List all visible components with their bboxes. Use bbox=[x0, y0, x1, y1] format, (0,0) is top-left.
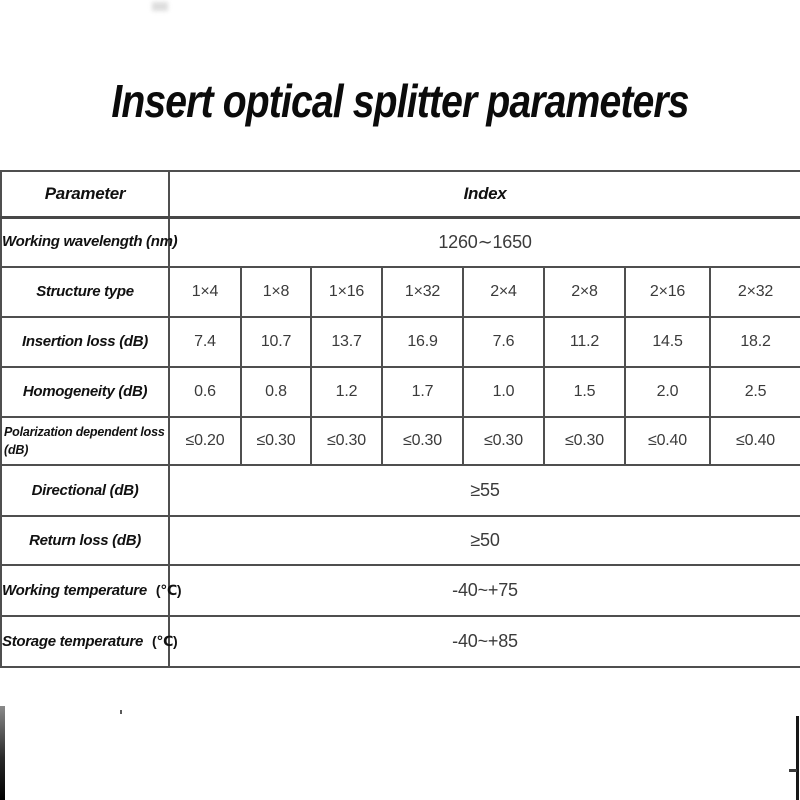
cell-value bbox=[169, 565, 800, 616]
cell-value bbox=[241, 417, 311, 465]
row-label: Return loss (dB) bbox=[29, 531, 141, 549]
row-label-cell bbox=[1, 417, 169, 465]
row-polarization-loss bbox=[1, 417, 800, 465]
return-loss-value: ≥50 bbox=[470, 530, 500, 550]
cell-value bbox=[169, 417, 241, 465]
polarization-value: ≤0.40 bbox=[736, 432, 775, 449]
row-label: Directional (dB) bbox=[31, 481, 139, 499]
cell-value bbox=[241, 267, 311, 317]
homogeneity-value: 1.7 bbox=[411, 383, 434, 400]
working-temp-value: -40~+75 bbox=[452, 580, 518, 600]
cell-value bbox=[710, 367, 800, 417]
row-label-line2: (dB) bbox=[4, 443, 29, 457]
cell-value bbox=[710, 267, 800, 317]
cell-value bbox=[544, 317, 625, 367]
cell-value bbox=[311, 417, 382, 465]
row-label-unit: (℃) bbox=[152, 632, 178, 649]
cell-value bbox=[544, 417, 625, 465]
row-working-wavelength bbox=[1, 217, 800, 267]
cell-value bbox=[463, 417, 544, 465]
row-label-cell bbox=[1, 516, 169, 565]
cell-value bbox=[382, 367, 463, 417]
cell-value bbox=[382, 417, 463, 465]
structure-value: 1×16 bbox=[328, 283, 365, 300]
polarization-value: ≤0.30 bbox=[403, 432, 442, 449]
directional-value: ≥55 bbox=[470, 480, 500, 500]
row-directional bbox=[1, 465, 800, 516]
structure-value: 2×32 bbox=[737, 283, 774, 300]
cell-value bbox=[463, 267, 544, 317]
row-label-cell bbox=[1, 317, 169, 367]
cell-value bbox=[382, 267, 463, 317]
wavelength-value: 1260∼1650 bbox=[438, 231, 532, 252]
row-label: Working wavelength (nm) bbox=[2, 233, 178, 251]
structure-value: 2×16 bbox=[649, 283, 686, 300]
insertion-value: 14.5 bbox=[652, 333, 683, 350]
homogeneity-value: 0.8 bbox=[265, 383, 287, 400]
cell-value bbox=[544, 267, 625, 317]
insertion-value: 13.7 bbox=[331, 333, 362, 350]
insertion-value: 7.6 bbox=[492, 333, 515, 350]
cell-value bbox=[241, 317, 311, 367]
row-label-cell bbox=[1, 565, 182, 616]
cell-value bbox=[463, 317, 544, 367]
cell-value bbox=[710, 417, 800, 465]
row-label-line1: Polarization dependent loss bbox=[4, 424, 165, 439]
index-header-label: Index bbox=[463, 183, 507, 203]
cell-value bbox=[169, 317, 241, 367]
cell-value bbox=[625, 317, 710, 367]
polarization-value: ≤0.30 bbox=[565, 432, 604, 449]
row-working-temperature bbox=[1, 565, 800, 616]
polarization-value: ≤0.30 bbox=[484, 432, 523, 449]
row-label-cell bbox=[1, 616, 178, 667]
cell-value bbox=[625, 417, 710, 465]
row-label: Working temperature bbox=[2, 581, 147, 599]
cell-value bbox=[169, 217, 800, 267]
structure-value: 2×8 bbox=[571, 283, 598, 300]
cell-value bbox=[169, 367, 241, 417]
cell-value bbox=[311, 267, 382, 317]
cell-value bbox=[382, 317, 463, 367]
row-label: Structure type bbox=[36, 283, 134, 300]
parameter-header-label: Parameter bbox=[44, 183, 126, 203]
homogeneity-value: 2.5 bbox=[744, 383, 767, 400]
cell-value bbox=[169, 267, 241, 317]
insertion-value: 18.2 bbox=[740, 333, 771, 350]
cell-value bbox=[544, 367, 625, 417]
cell-value bbox=[311, 367, 382, 417]
cell-value bbox=[463, 367, 544, 417]
row-insertion-loss bbox=[1, 317, 800, 367]
row-structure-type bbox=[1, 267, 800, 317]
structure-value: 1×8 bbox=[262, 283, 290, 300]
cell-value bbox=[625, 267, 710, 317]
cell-value bbox=[710, 317, 800, 367]
scan-artifact-right-line bbox=[796, 716, 799, 800]
cell-value bbox=[169, 465, 800, 516]
homogeneity-value: 1.5 bbox=[573, 383, 596, 400]
homogeneity-value: 2.0 bbox=[656, 383, 679, 400]
cell-value bbox=[169, 516, 800, 565]
structure-value: 2×4 bbox=[490, 283, 517, 300]
row-label-cell bbox=[1, 465, 169, 516]
scan-artifact-left-strip bbox=[0, 706, 5, 800]
insertion-value: 10.7 bbox=[260, 333, 292, 350]
table-header-row bbox=[1, 171, 800, 217]
insertion-value: 7.4 bbox=[194, 333, 216, 350]
structure-value: 1×4 bbox=[191, 283, 219, 300]
insertion-value: 11.2 bbox=[569, 333, 600, 350]
col-header-parameter bbox=[1, 171, 169, 217]
homogeneity-value: 1.0 bbox=[492, 383, 515, 400]
polarization-value: ≤0.40 bbox=[648, 432, 687, 449]
cell-value bbox=[625, 367, 710, 417]
scan-smudge-top bbox=[152, 2, 168, 11]
cell-value bbox=[169, 616, 800, 667]
row-label-cell bbox=[1, 367, 169, 417]
row-homogeneity bbox=[1, 367, 800, 417]
structure-value: 1×32 bbox=[404, 283, 441, 300]
row-label: Insertion loss (dB) bbox=[22, 333, 148, 350]
insertion-value: 16.9 bbox=[407, 333, 438, 350]
spec-table bbox=[0, 170, 800, 668]
page-title: Insert optical splitter parameters bbox=[111, 75, 689, 127]
scan-artifact-dot bbox=[120, 710, 122, 714]
cell-value bbox=[241, 367, 311, 417]
row-label-cell bbox=[1, 267, 169, 317]
scan-artifact-right-tick bbox=[789, 769, 797, 772]
row-return-loss bbox=[1, 516, 800, 565]
row-label: Homogeneity (dB) bbox=[22, 383, 148, 400]
row-label-cell bbox=[1, 217, 178, 267]
homogeneity-value: 1.2 bbox=[335, 383, 358, 400]
row-label-unit: (℃) bbox=[155, 581, 182, 598]
col-header-index bbox=[169, 171, 800, 217]
polarization-value: ≤0.30 bbox=[327, 432, 366, 449]
polarization-value: ≤0.30 bbox=[256, 432, 296, 449]
cell-value bbox=[311, 317, 382, 367]
polarization-value: ≤0.20 bbox=[185, 432, 225, 449]
row-label: Storage temperature bbox=[2, 632, 144, 650]
storage-temp-value: -40~+85 bbox=[452, 631, 518, 651]
row-storage-temperature bbox=[1, 616, 800, 667]
homogeneity-value: 0.6 bbox=[194, 383, 216, 400]
